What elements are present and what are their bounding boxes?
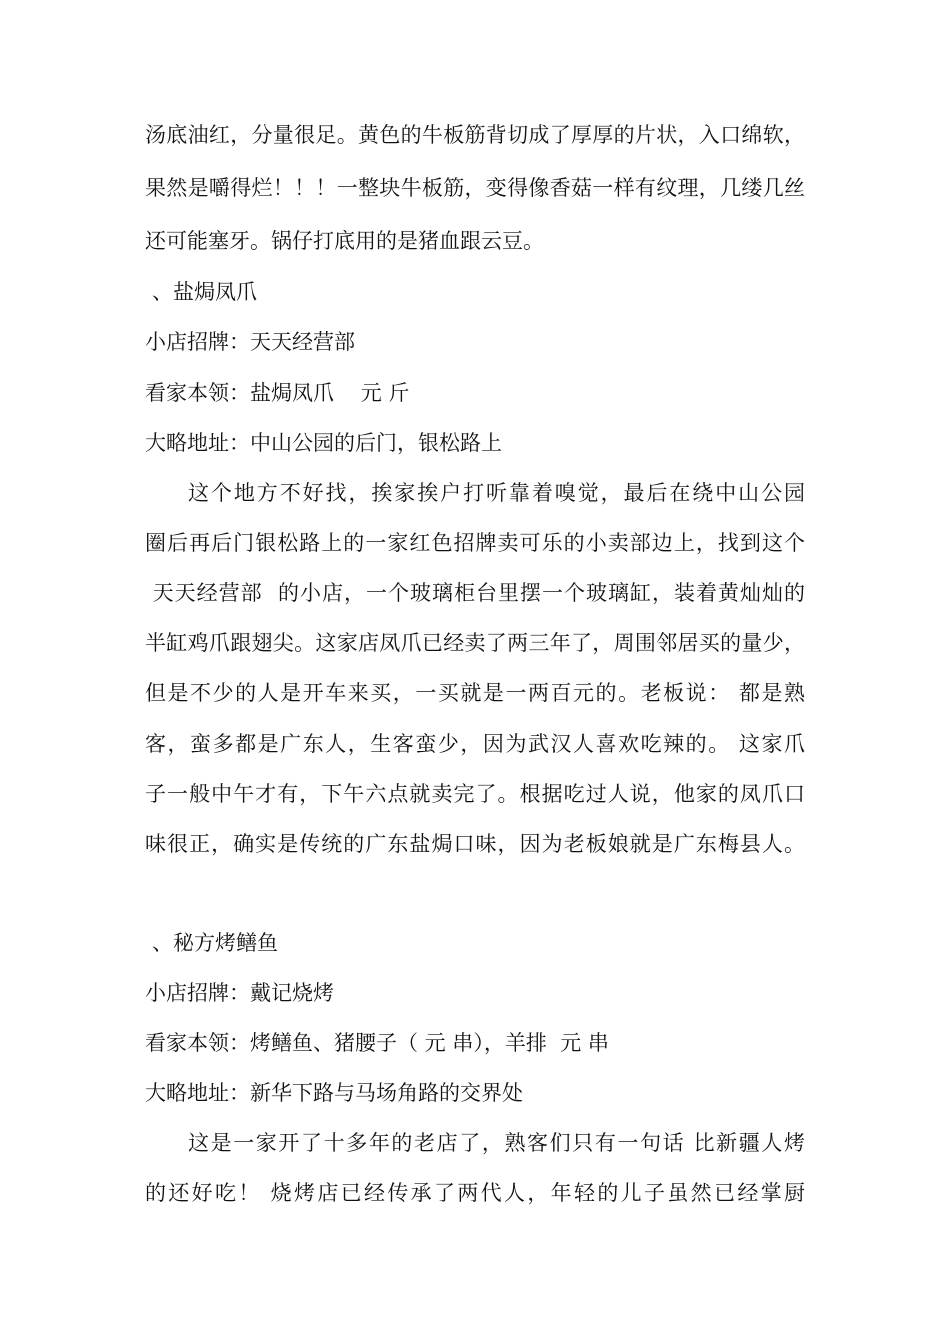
paragraph-line: 子一般中午才有，下午六点就卖完了。根据吃过人说，他家的凤爪口 — [145, 782, 805, 806]
address-line: 大略地址：中山公园的后门，银松路上 — [145, 431, 502, 455]
specialty-line: 看家本领：盐焗凤爪 元 斤 — [145, 381, 410, 405]
paragraph-line: 天天经营部 的小店，一个玻璃柜台里摆一个玻璃缸，装着黄灿灿的 — [145, 581, 805, 605]
paragraph-line: 的还好吃！ 烧烤店已经传承了两代人，年轻的儿子虽然已经掌厨 — [145, 1181, 805, 1205]
section-heading: 、秘方烤鳝鱼 — [152, 931, 278, 955]
paragraph-line: 客，蛮多都是广东人，生客蛮少，因为武汉人喜欢吃辣的。 这家爪 — [145, 732, 805, 756]
text-line: 果然是嚼得烂！！！一整块牛板筋，变得像香菇一样有纹理，几缕几丝 — [145, 176, 805, 200]
text-line: 还可能塞牙。锅仔打底用的是猪血跟云豆。 — [145, 229, 544, 253]
shop-sign-line: 小店招牌：天天经营部 — [145, 330, 355, 354]
paragraph-line: 但是不少的人是开车来买，一买就是一两百元的。老板说： 都是熟 — [145, 681, 805, 705]
paragraph-line: 圈后再后门银松路上的一家红色招牌卖可乐的小卖部边上，找到这个 — [145, 531, 805, 555]
text-line: 汤底油红，分量很足。黄色的牛板筋背切成了厚厚的片状，入口绵软， — [145, 123, 805, 147]
paragraph-line: 半缸鸡爪跟翅尖。这家店凤爪已经卖了两三年了，周围邻居买的量少， — [145, 631, 805, 655]
paragraph-line: 这个地方不好找，挨家挨户打听靠着嗅觉，最后在绕中山公园 — [188, 481, 805, 505]
paragraph-line: 这是一家开了十多年的老店了，熟客们只有一句话 比新疆人烤 — [188, 1131, 805, 1155]
specialty-line: 看家本领：烤鳝鱼、猪腰子（ 元 串），羊排 元 串 — [145, 1031, 609, 1055]
shop-sign-line: 小店招牌：戴记烧烤 — [145, 981, 334, 1005]
paragraph-line: 味很正，确实是传统的广东盐焗口味，因为老板娘就是广东梅县人。 — [145, 832, 805, 856]
section-heading: 、盐焗凤爪 — [152, 280, 257, 304]
address-line: 大略地址：新华下路与马场角路的交界处 — [145, 1081, 523, 1105]
